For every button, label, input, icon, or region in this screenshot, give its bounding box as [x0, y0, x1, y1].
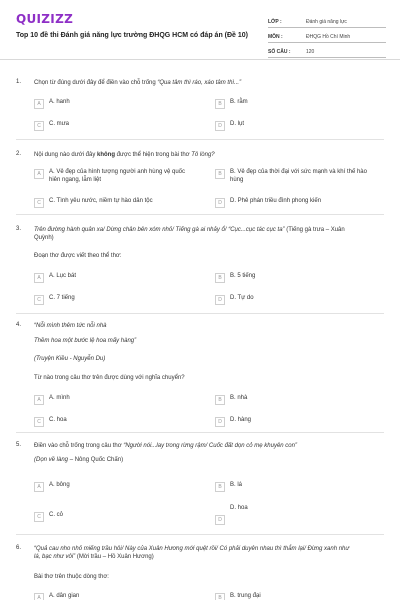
- option-text: D. hoa: [230, 505, 248, 511]
- meta-row-class: [268, 14, 386, 28]
- question-number: 3.: [16, 226, 22, 232]
- meta-value: ĐHQG Hồ Chí Minh: [306, 34, 351, 40]
- question-prompt: Từ nào trong câu thơ trên được dùng với nghĩa chuyển?: [34, 375, 185, 381]
- option-text: D. Tự do: [230, 295, 254, 301]
- quizizz-logo: QUIZIZZ: [16, 12, 74, 26]
- option-text: D. hàng: [230, 417, 252, 423]
- question-number: 5.: [16, 442, 22, 448]
- option-text: A. bông: [49, 482, 70, 488]
- option-text: C. hoa: [49, 417, 67, 423]
- answer-option-b[interactable]: [215, 98, 375, 109]
- answer-option-a[interactable]: [34, 592, 194, 600]
- answer-option-a[interactable]: [34, 168, 194, 184]
- answer-option-a[interactable]: [34, 481, 194, 492]
- question-text: Chọn từ đúng dưới đây để điền vào chỗ trống “Qua tâm thì ráo, xáo tâm thì...”: [34, 80, 242, 86]
- question-number: 2.: [16, 151, 22, 157]
- option-text: A. dân gian: [49, 593, 80, 599]
- meta-value: 120: [306, 49, 315, 55]
- option-text: A. Lục bát: [49, 273, 77, 279]
- meta-row-subject: [268, 29, 386, 43]
- answer-option-d[interactable]: [215, 416, 375, 427]
- question-source: (Dọn về làng – Nông Quốc Chấn): [34, 457, 124, 463]
- answer-option-c[interactable]: [34, 511, 194, 522]
- poem-source: (Truyện Kiều - Nguyễn Du): [34, 356, 106, 362]
- option-text: D. lụt: [230, 121, 245, 127]
- option-text: B. Vẻ đẹp của thời đại với sức mạnh và khí thế hào hùng: [230, 169, 367, 183]
- answer-option-a[interactable]: [34, 394, 194, 405]
- question-number: 6.: [16, 545, 22, 551]
- option-letter-box: B: [215, 169, 225, 179]
- option-letter-box: A: [34, 593, 44, 600]
- option-letter-box: A: [34, 395, 44, 405]
- meta-label: SỐ CÂU :: [268, 49, 291, 55]
- answer-option-b[interactable]: [215, 168, 375, 184]
- option-text: A. Vẻ đẹp của hình tượng người anh hùng vệ quốc hiên ngang, lẫm liệt: [49, 169, 185, 183]
- option-text: B. lá: [230, 482, 243, 488]
- option-text: B. rằm: [230, 99, 248, 105]
- meta-label: MÔN :: [268, 34, 283, 40]
- worksheet-meta: [268, 14, 386, 59]
- option-text: D. Phê phán triều đình phong kiến: [230, 198, 322, 204]
- answer-option-d[interactable]: [215, 197, 375, 208]
- question-prompt: Đoạn thơ được viết theo thể thơ:: [34, 253, 122, 259]
- option-letter-box: C: [34, 198, 44, 208]
- answer-option-b[interactable]: [215, 272, 375, 283]
- option-letter-box: B: [215, 593, 225, 600]
- question-divider: [16, 534, 384, 535]
- option-letter-box: B: [215, 395, 225, 405]
- meta-value: Đánh giá năng lực: [306, 19, 347, 25]
- answer-option-c[interactable]: [34, 294, 194, 305]
- option-text: A. hanh: [49, 99, 70, 105]
- question-divider: [16, 214, 384, 215]
- poem-line: Thềm hoa một bước lệ hoa mấy hàng”: [34, 338, 137, 344]
- answer-option-b[interactable]: [215, 592, 375, 600]
- answer-option-d[interactable]: [215, 294, 375, 305]
- meta-row-count: [268, 44, 386, 58]
- option-text: A. mình: [49, 395, 70, 401]
- answer-option-d[interactable]: [215, 120, 375, 131]
- option-letter-box: A: [34, 482, 44, 492]
- option-letter-box: D: [215, 198, 225, 208]
- option-letter-box: C: [34, 417, 44, 427]
- question-number: 1.: [16, 79, 22, 85]
- option-text: C. mưa: [49, 121, 70, 127]
- question-text: Điền vào chỗ trống trong câu thơ “Người nói...lay trong rừng rậm/ Cuốc đất dọn cỏ mẹ khuyên con”: [34, 443, 297, 449]
- option-letter-box: A: [34, 99, 44, 109]
- option-text: C. 7 tiếng: [49, 295, 75, 301]
- meta-label: LỚP :: [268, 19, 282, 25]
- option-letter-box: A: [34, 169, 44, 179]
- question-prompt: Bài thơ trên thuộc dòng thơ:: [34, 574, 109, 580]
- option-letter-box: D: [215, 121, 225, 131]
- question-number: 4.: [16, 322, 22, 328]
- option-letter-box: A: [34, 273, 44, 283]
- answer-option-c[interactable]: [34, 120, 194, 131]
- answer-option-b[interactable]: [215, 394, 375, 405]
- option-letter-box: D: [215, 295, 225, 305]
- answer-option-c[interactable]: [34, 197, 194, 208]
- question-divider: [16, 313, 384, 314]
- option-letter-box: C: [34, 295, 44, 305]
- option-letter-box: D: [215, 417, 225, 427]
- answer-option-d[interactable]: [215, 504, 375, 525]
- question-divider: [16, 432, 384, 433]
- option-letter-box: C: [34, 512, 44, 522]
- option-letter-box: C: [34, 121, 44, 131]
- answer-option-a[interactable]: [34, 272, 194, 283]
- question-text: Trên đường hành quân xa/ Dừng chân bên xóm nhỏ/ Tiếng gà ai nhảy ổ/ “Cục...cục tác cục ta” (Tiếng gà trưa – Xuân Quỳnh): [34, 227, 345, 241]
- option-text: B. 5 tiếng: [230, 273, 256, 279]
- option-text: B. trung đại: [230, 593, 261, 599]
- option-text: C. Tình yêu nước, niềm tự hào dân tộc: [49, 198, 153, 204]
- option-text: B. nhà: [230, 395, 248, 401]
- answer-option-c[interactable]: [34, 416, 194, 427]
- question-text: Nội dung nào dưới đây không được thể hiện trong bài thơ Tô lòng?: [34, 152, 215, 158]
- worksheet-title: Top 10 đề thi Đánh giá năng lực trường ĐHQG HCM có đáp án (Đề 10): [16, 32, 249, 39]
- option-letter-box: B: [215, 482, 225, 492]
- option-text: C. cỏ: [49, 512, 64, 518]
- answer-option-a[interactable]: [34, 98, 194, 109]
- question-divider: [16, 139, 384, 140]
- answer-option-b[interactable]: [215, 481, 375, 492]
- option-letter-box: D: [215, 515, 225, 525]
- option-letter-box: B: [215, 273, 225, 283]
- poem-line: “Nỗi mình thêm tức nỗi nhà: [34, 323, 107, 329]
- option-letter-box: B: [215, 99, 225, 109]
- question-text: “Quả cau nho nhỏ miếng trầu hôi/ Này của Xuân Hương mới quệt rồi/ Có phải duyên nhau thì thắm lại/ Đừng xanh như lá, bạc như vôi” (Mời trầu – Hồ Xuân Hương): [34, 546, 350, 560]
- worksheet-header: [0, 0, 400, 60]
